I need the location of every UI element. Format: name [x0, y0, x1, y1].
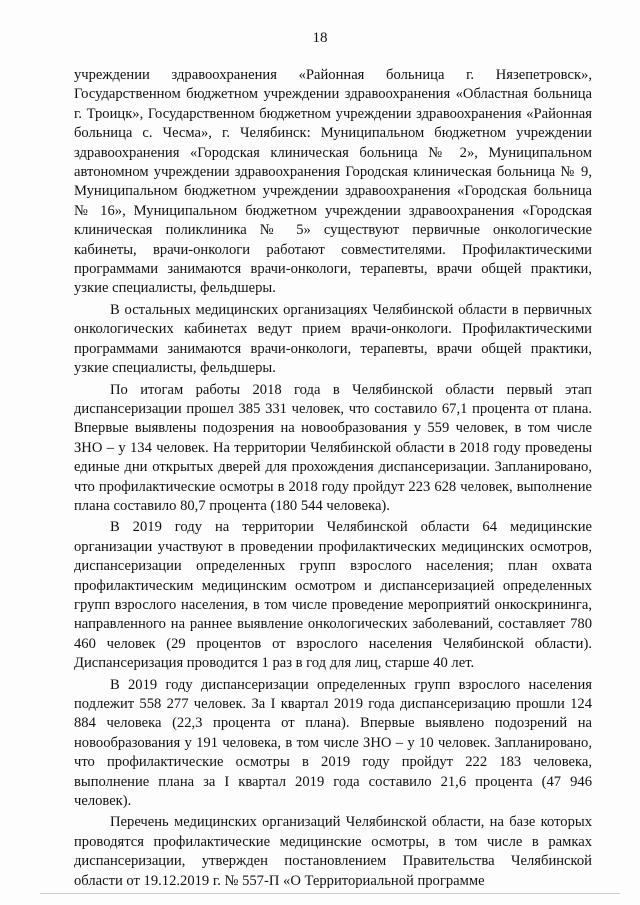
paragraph-4: В 2019 году на территории Челябинской области 64 медицинские организации участвуют в проведении профилактических медицинских осмотров, диспансеризации определенных групп взрослого населения; план охвата профилактическим медицинским осмотром и диспансеризацией определенных групп взрослого населения, в том числе проведение мероприятий онкоскрининга, направленного на раннее выявление онкологических заболеваний, составляет 780 460 человек (29 процентов от взрослого населения Челябинской области). Диспансеризация проводится 1 раз в год для лиц, старше 40 лет.	[74, 519, 592, 672]
footer-divider	[40, 893, 620, 894]
paragraph-6: Перечень медицинских организаций Челябинской области, на базе которых проводятся профилактические медицинские осмотры, в том числе в рамках диспансеризации, утвержден постановлением Правительства Челябинской области от 19.12.2019 г. № 557-П «О Территориальной программе	[74, 814, 592, 889]
paragraph-3: По итогам работы 2018 года в Челябинской области первый этап диспансеризации прошел 385 331 человек, что составило 67,1 процента от плана. Впервые выявлены подозрения на новообразования у 559 человек, в том числе ЗНО – у 134 человек. На территории Челябинской области в 2018 году проведены единые дни открытых дверей для прохождения диспансеризации. Запланировано, что профилактические осмотры в 2018 году пройдут 223 628 человек, выполнение плана составило 80,7 процента (180 544 человека).	[74, 381, 592, 514]
paragraph-2: В остальных медицинских организациях Челябинской области в первичных онкологических кабинетах ведут прием врачи-онкологи. Профилактическими программами занимаются врачи-онкологи, терапевты, врачи общей практики, узкие специалисты, фельдшеры.	[74, 301, 592, 377]
document-body	[74, 66, 592, 891]
paragraph-1: учреждении здравоохранения «Районная больница г. Нязепетровск», Государственном бюджетном учреждении здравоохранения «Областная больница г. Троицк», Государственном бюджетном учреждении здравоохранения «Районная больница с. Чесма», г. Челябинск: Муниципальном бюджетном учреждении здравоохранения «Городская клиническая больница № 2», Муниципальном автономном учреждении здравоохранения Городская клиническая больница № 9, Муниципальном бюджетном учреждении здравоохранения «Городская больница № 16», Муниципальном бюджетном учреждении здравоохранения «Городская клиническая поликлиника № 5» существуют первичные онкологические кабинеты, врачи-онкологи работают совместителями. Профилактическими программами занимаются врачи-онкологи, терапевты, врачи общей практики, узкие специалисты, фельдшеры.	[74, 67, 592, 297]
paragraph-5: В 2019 году диспансеризации определенных групп взрослого населения подлежит 558 277 человек. За I квартал 2019 года диспансеризацию прошли 124 884 человека (22,3 процента от плана). Впервые выявлено подозрений на новообразования у 191 человека, в том числе ЗНО – у 10 человек. Запланировано, что профилактические осмотры в 2019 году пройдут 222 183 человека, выполнение плана за I квартал 2019 года составило 21,6 процента (47 946 человек).	[74, 676, 592, 810]
page-number: 18	[312, 30, 328, 46]
